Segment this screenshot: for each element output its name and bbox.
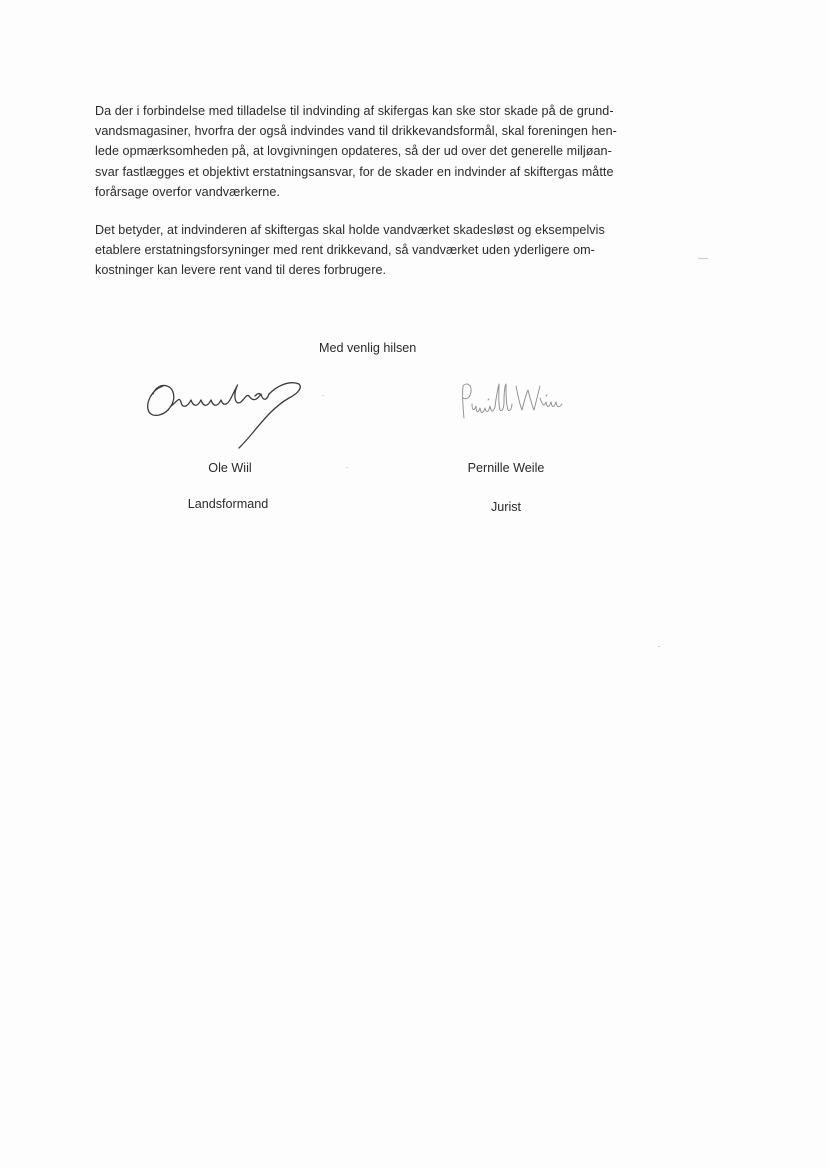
- paragraph-line: Da der i forbindelse med tilladelse til indvinding af skifergas kan ske stor skade på de grund-: [95, 104, 614, 118]
- signature-ole-wiil: [143, 372, 308, 456]
- paragraph-line: lede opmærksomheden på, at lovgivningen opdateres, så der ud over det generelle miljøan-: [95, 144, 612, 159]
- signatory-title-1: Landsformand: [187, 497, 269, 511]
- paragraph-line: kostninger kan levere rent vand til deres forbrugere.: [95, 263, 387, 278]
- paragraph-line: etablere erstatningsforsyninger med rent drikkevand, så vandværket uden yderligere om-: [95, 243, 595, 258]
- scan-speck: [322, 395, 324, 396]
- body-paragraph-1: [95, 101, 655, 202]
- paragraph-line: Det betyder, at indvinderen af skiftergas skal holde vandværket skadesløst og eksempelvis: [95, 223, 605, 237]
- scan-speck: [346, 467, 348, 468]
- paragraph-line: svar fastlægges et objektivt erstatningsansvar, for de skader en indvinder af skiftergas måtte: [95, 164, 614, 179]
- signatory-name-1: Ole Wiil: [208, 461, 252, 475]
- paragraph-line: vandsmagasiner, hvorfra der også indvindes vand til drikkevandsformål, skal foreningen hen-: [95, 124, 617, 139]
- signatory-title-2: Jurist: [490, 500, 522, 514]
- signatory-name-2: Pernille Weile: [467, 461, 545, 475]
- closing-salutation: Med venlig hilsen: [319, 341, 417, 355]
- body-paragraph-2: [95, 220, 655, 281]
- scan-speck: [698, 258, 708, 259]
- paragraph-line: forårsage overfor vandværkerne.: [95, 184, 280, 199]
- signature-pernille-weile: [458, 378, 568, 426]
- scan-speck: [658, 646, 660, 647]
